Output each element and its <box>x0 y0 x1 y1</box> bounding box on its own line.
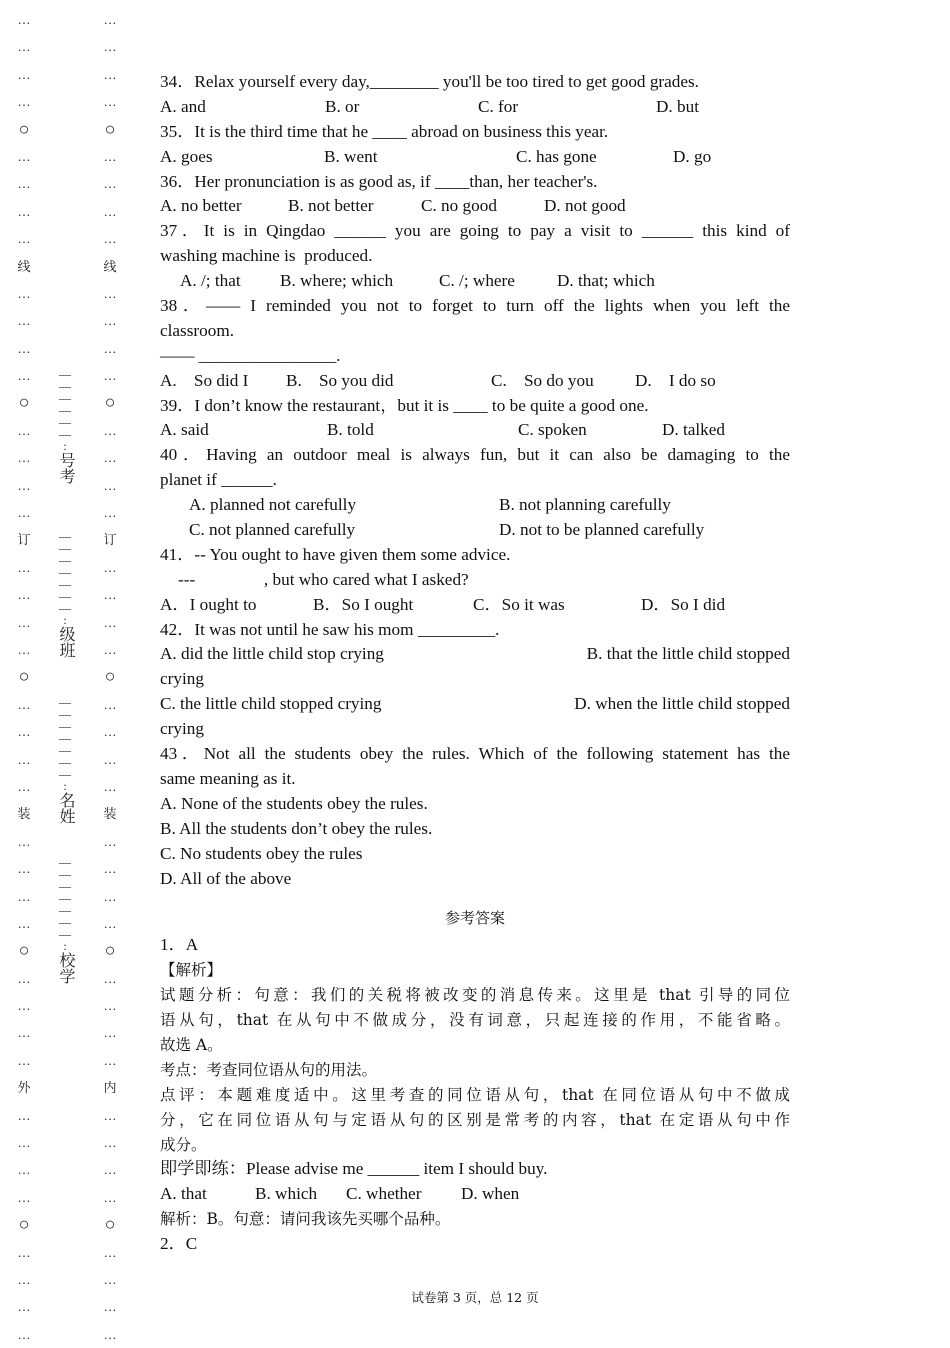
margin-right-glyph: … <box>103 778 117 794</box>
margin-right-glyph: … <box>103 888 117 904</box>
margin-left-glyph: … <box>17 1299 31 1315</box>
analysis-line-1: 试题分析：句意：我们的关税将被改变的消息传来。这里是 that 引导的同位 <box>160 986 790 1005</box>
margin-right-glyph: … <box>103 751 117 767</box>
q41-option-a: A．I ought to <box>160 594 257 614</box>
margin-left-glyph: … <box>17 1025 31 1041</box>
margin-right-glyph: … <box>103 915 117 931</box>
margin-left-glyph: … <box>17 724 31 740</box>
margin-right-glyph: … <box>103 696 117 712</box>
q39-option-a: A. said <box>160 420 209 440</box>
q43-option-b: B. All the students don’t obey the rules. <box>160 818 433 838</box>
q36-option-a: A. no better <box>160 196 242 216</box>
practice-options <box>160 1182 790 1207</box>
margin-left-glyph: 外 <box>17 1080 31 1096</box>
margin-left-glyph: … <box>17 12 31 27</box>
q34-option-d: D. but <box>656 96 699 116</box>
practice-option-d: D. when <box>461 1184 520 1204</box>
q42-option-b-cont: crying <box>160 669 204 689</box>
q40-option-c: C. not planned carefully <box>189 520 356 540</box>
q37-stem-line1: 37．It is in Qingdao ______ you are going to pay a visit to ______ this kind of <box>160 221 790 241</box>
margin-right-glyph: … <box>103 1052 117 1068</box>
q38-stem-line3: —— ________________. <box>160 345 341 365</box>
margin-right-glyph: ○ <box>104 666 116 687</box>
q34-stem: 34．Relax yourself every day,________ you'll be too tired to get good grades. <box>160 72 699 91</box>
margin-left-glyph: … <box>17 833 31 849</box>
q37-stem-line2: washing machine is produced. <box>160 246 373 266</box>
q35-option-b: B. went <box>324 146 378 166</box>
q43-option-d: D. All of the above <box>160 868 292 888</box>
margin-left-glyph: … <box>17 1162 31 1178</box>
margin-right-glyph: … <box>103 1326 117 1342</box>
margin-right-glyph: … <box>103 559 117 575</box>
analysis-line-5: 点评：本题难度适中。这里考查的同位语从句，that 在同位语从句中不做成 <box>160 1085 790 1104</box>
margin-right-glyph: ○ <box>104 940 116 961</box>
q40-option-a: A. planned not carefully <box>189 495 357 515</box>
margin-left-glyph: … <box>17 614 31 630</box>
margin-left-glyph: … <box>17 1244 31 1260</box>
page-footer: 试卷第 3 页，总 12 页 <box>411 1290 539 1305</box>
margin-right-glyph: … <box>103 231 117 247</box>
margin-right-glyph: … <box>103 1135 117 1151</box>
margin-left-glyph: … <box>17 1135 31 1151</box>
margin-right-glyph: … <box>103 1271 117 1287</box>
q39-options <box>160 418 790 443</box>
q35-options <box>160 145 790 170</box>
margin-right-glyph: … <box>103 614 117 630</box>
q43-option-a: A. None of the students obey the rules. <box>160 793 428 813</box>
school-label: — — — — — — — : 校学 <box>57 855 74 984</box>
margin-left-glyph: ○ <box>18 940 30 961</box>
q36-option-c: C. no good <box>421 196 497 216</box>
margin-right-glyph: … <box>103 313 117 329</box>
margin-left-glyph: ○ <box>18 118 30 139</box>
practice-question: 即学即练：Please advise me ______ item I should buy. <box>160 1159 548 1179</box>
q41-stem-line1: 41．-- You ought to have given them some advice. <box>160 544 511 564</box>
analysis-line-2: 语从句，that 在从句中不做成分，没有词意，只起连接的作用，不能省略。 <box>160 1011 790 1030</box>
margin-left-glyph: … <box>17 203 31 219</box>
margin-right-glyph: … <box>103 176 117 192</box>
q42-stem: 42．It was not until he saw his mom _________. <box>160 619 500 639</box>
q42-options-ab <box>160 642 790 667</box>
q35-option-a: A. goes <box>160 146 213 166</box>
answer-1: 1．A <box>160 935 199 955</box>
answer-2: 2．C <box>160 1234 198 1254</box>
q38-option-d: D. I do so <box>635 370 716 390</box>
name-label: — — — — — — — : 名姓 <box>57 695 74 824</box>
margin-right-glyph: … <box>103 970 117 986</box>
q43-stem-line2: same meaning as it. <box>160 768 296 788</box>
margin-left-glyph: … <box>17 39 31 55</box>
margin-left-glyph: … <box>17 368 31 384</box>
margin-left-glyph: … <box>17 313 31 329</box>
margin-right-glyph: … <box>103 1244 117 1260</box>
margin-right-glyph: … <box>103 1162 117 1178</box>
q42-options-cd <box>160 692 790 717</box>
margin-right-glyph: … <box>103 998 117 1014</box>
margin-right-glyph: 装 <box>103 806 117 822</box>
analysis-line-6: 分，它在同位语从句与定语从句的区别是常考的内容，that 在定语从句中作 <box>160 1110 790 1129</box>
q37-option-d: D. that; which <box>557 271 655 291</box>
margin-left-glyph: ○ <box>18 666 30 687</box>
margin-right-glyph: … <box>103 1025 117 1041</box>
margin-left-glyph: … <box>17 1189 31 1205</box>
margin-left-glyph: … <box>17 1271 31 1287</box>
q40-stem-line2: planet if ______. <box>160 470 277 490</box>
margin-left-glyph: 订 <box>17 532 31 548</box>
margin-right-dotted-column <box>100 6 120 1348</box>
q41-stem-line2: --- , but who cared what I asked? <box>178 569 469 589</box>
practice-option-c: C. whether <box>346 1184 422 1204</box>
margin-left-glyph: … <box>17 861 31 877</box>
margin-right-glyph: … <box>103 861 117 877</box>
q42-option-d: D. when the little child stopped <box>574 694 790 714</box>
margin-left-glyph: … <box>17 176 31 192</box>
margin-right-glyph: … <box>103 1189 117 1205</box>
margin-left-glyph: ○ <box>18 1214 30 1235</box>
q43-stem-line1: 43．Not all the students obey the rules. Which of the following statement has the <box>160 744 790 764</box>
margin-left-glyph: … <box>17 915 31 931</box>
margin-left-glyph: … <box>17 587 31 603</box>
margin-right-glyph: … <box>103 587 117 603</box>
margin-left-glyph: … <box>17 696 31 712</box>
margin-left-glyph: … <box>17 450 31 466</box>
q36-stem: 36．Her pronunciation is as good as, if ____than, her teacher's. <box>160 171 598 191</box>
margin-left-glyph: … <box>17 94 31 110</box>
class-label: — — — — — — — : 级班 <box>57 529 74 658</box>
question-content <box>160 70 790 1257</box>
margin-left-glyph: … <box>17 422 31 438</box>
margin-left-glyph: 装 <box>17 806 31 822</box>
q34-option-a: A. and <box>160 96 206 116</box>
q36-options <box>160 194 790 219</box>
q43-option-c: C. No students obey the rules <box>160 843 363 863</box>
margin-right-glyph: 线 <box>103 258 117 274</box>
q34-options <box>160 95 790 120</box>
exam-number-label: — — — — — — : 号考 <box>57 367 74 484</box>
margin-right-glyph: … <box>103 39 117 55</box>
q35-stem: 35．It is the third time that he ____ abroad on business this year. <box>160 121 609 141</box>
margin-right-glyph: … <box>103 450 117 466</box>
margin-right-glyph: … <box>103 340 117 356</box>
margin-right-glyph: … <box>103 203 117 219</box>
margin-left-glyph: … <box>17 231 31 247</box>
margin-left-glyph: … <box>17 970 31 986</box>
margin-right-glyph: … <box>103 1107 117 1123</box>
q38-option-c: C. So do you <box>491 370 594 390</box>
q37-option-c: C. /; where <box>439 271 515 291</box>
margin-left-dotted-column <box>14 6 34 1348</box>
q38-stem-line2: classroom. <box>160 320 234 340</box>
margin-right-glyph: … <box>103 505 117 521</box>
q42-option-a: A. did the little child stop crying <box>160 644 384 664</box>
q41-option-d: D．So I did <box>641 594 726 614</box>
answer-heading: 参考答案 <box>444 909 505 928</box>
margin-right-glyph: … <box>103 724 117 740</box>
q37-options <box>160 269 790 294</box>
margin-left-glyph: … <box>17 340 31 356</box>
q37-option-b: B. where; which <box>280 271 394 291</box>
margin-right-glyph: ○ <box>104 392 116 413</box>
q38-stem-line1: 38．—— I reminded you not to forget to turn off the lights when you left the <box>160 296 790 316</box>
analysis-line-4: 考点：考查同位语从句的用法。 <box>160 1060 378 1079</box>
q35-option-d: D. go <box>673 146 712 166</box>
margin-right-glyph: ○ <box>104 1214 116 1235</box>
q38-option-b: B. So you did <box>286 370 394 390</box>
q40-options-cd <box>160 518 790 543</box>
margin-left-glyph: … <box>17 641 31 657</box>
q36-option-b: B. not better <box>288 196 374 216</box>
q39-option-c: C. spoken <box>518 420 587 440</box>
q34-option-c: C. for <box>478 96 519 116</box>
analysis-line-3: 故选 A。 <box>160 1035 223 1054</box>
margin-left-glyph: … <box>17 559 31 575</box>
q38-options <box>160 369 790 394</box>
margin-left-glyph: … <box>17 148 31 164</box>
q40-option-d: D. not to be planned carefully <box>499 520 705 540</box>
margin-left-glyph: … <box>17 1326 31 1342</box>
practice-option-a: A. that <box>160 1184 207 1204</box>
margin-left-glyph: … <box>17 1107 31 1123</box>
q41-option-c: C．So it was <box>473 594 565 614</box>
margin-left-glyph: 线 <box>17 258 31 274</box>
q42-option-c: C. the little child stopped crying <box>160 694 382 714</box>
margin-right-glyph: … <box>103 422 117 438</box>
margin-left-glyph: … <box>17 285 31 301</box>
margin-right-glyph: … <box>103 66 117 82</box>
q41-options <box>160 593 790 618</box>
q38-option-a: A. So did I <box>160 370 249 390</box>
margin-right-glyph: … <box>103 477 117 493</box>
q34-option-b: B. or <box>325 96 360 116</box>
margin-left-glyph: … <box>17 888 31 904</box>
margin-right-glyph: … <box>103 833 117 849</box>
analysis-line-7: 成分。 <box>160 1135 207 1154</box>
q39-stem: 39．I don’t know the restaurant，but it is ____ to be quite a good one. <box>160 395 649 415</box>
q42-option-d-cont: crying <box>160 719 204 739</box>
analysis-tag: 【解析】 <box>160 961 223 980</box>
q39-option-d: D. talked <box>662 420 726 440</box>
margin-right-glyph: … <box>103 285 117 301</box>
margin-left-glyph: … <box>17 751 31 767</box>
q40-options-ab <box>160 493 790 518</box>
q42-option-b: B. that the little child stopped <box>586 644 790 664</box>
margin-left-glyph: … <box>17 66 31 82</box>
margin-left-glyph: ○ <box>18 392 30 413</box>
q37-option-a: A. /; that <box>180 271 241 291</box>
margin-right-glyph: ○ <box>104 118 116 139</box>
margin-right-glyph: … <box>103 641 117 657</box>
q40-stem-line1: 40．Having an outdoor meal is always fun, but it can also be damaging to the <box>160 445 790 465</box>
margin-left-glyph: … <box>17 477 31 493</box>
margin-right-glyph: … <box>103 94 117 110</box>
margin-right-glyph: … <box>103 148 117 164</box>
q39-option-b: B. told <box>327 420 374 440</box>
margin-right-glyph: … <box>103 1299 117 1315</box>
q36-option-d: D. not good <box>544 196 626 216</box>
q41-option-b: B．So I ought <box>313 594 414 614</box>
practice-explanation: 解析：B。句意：请问我该先买哪个品种。 <box>160 1210 451 1229</box>
q40-option-b: B. not planning carefully <box>499 495 671 515</box>
margin-left-glyph: … <box>17 1052 31 1068</box>
practice-option-b: B. which <box>255 1184 318 1204</box>
margin-right-glyph: 订 <box>103 532 117 548</box>
margin-left-glyph: … <box>17 505 31 521</box>
margin-right-glyph: … <box>103 12 117 27</box>
margin-left-glyph: … <box>17 998 31 1014</box>
margin-right-glyph: 内 <box>103 1080 117 1096</box>
margin-right-glyph: … <box>103 368 117 384</box>
margin-left-glyph: … <box>17 778 31 794</box>
q35-option-c: C. has gone <box>516 146 597 166</box>
